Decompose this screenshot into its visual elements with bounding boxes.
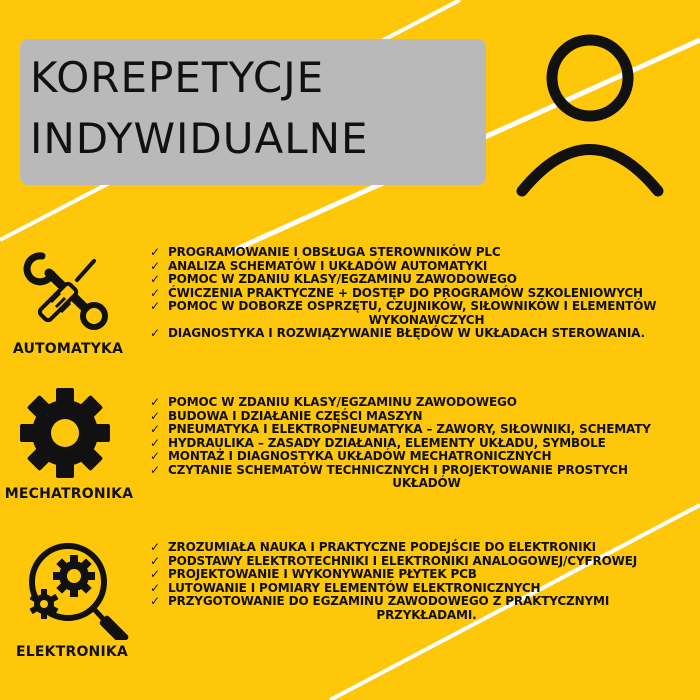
list-item: ✓ PROJEKTOWANIE I WYKONYWANIE PŁYTEK PCB — [150, 567, 477, 581]
check-icon: ✓ — [150, 594, 160, 608]
list-item: ✓ ZROZUMIAŁA NAUKA I PRAKTYCZNE PODEJŚCIE DO ELEKTRONIKI — [150, 540, 596, 554]
check-icon: ✓ — [150, 449, 160, 463]
gear-icon — [18, 386, 112, 480]
check-icon: ✓ — [150, 299, 160, 313]
check-icon: ✓ — [150, 408, 160, 423]
list-item: ✓ BUDOWA I DZIAŁANIE CZĘŚCI MASZYN — [150, 408, 423, 423]
section-label-automatyka: AUTOMATYKA — [12, 341, 124, 357]
section-label-mechatronika: MECHATRONIKA — [4, 486, 134, 502]
list-item: ✓ POMOC W ZDANIU KLASY/EGZAMINU ZAWODOWEGO — [150, 395, 517, 409]
list-item: ✓ PNEUMATYKA I ELEKTROPNEUMATYKA – ZAWORY, SIŁOWNIKI, SCHEMATY — [150, 422, 651, 436]
check-icon: ✓ — [150, 435, 160, 450]
gears-magnifier-icon — [22, 540, 132, 640]
list-item: ✓ PODSTAWY ELEKTROTECHNIKI I ELEKTRONIKI ANALOGOWEJ/CYFROWEJ — [150, 553, 638, 568]
list-item: ✓ PROGRAMOWANIE I OBSŁUGA STEROWNIKÓW PLC — [150, 245, 501, 259]
check-icon: ✓ — [150, 326, 160, 340]
list-item: ✓ POMOC W ZDANIU KLASY/EGZAMINU ZAWODOWEGO — [150, 272, 517, 286]
check-icon: ✓ — [150, 540, 160, 554]
check-icon: ✓ — [150, 462, 160, 477]
check-icon: ✓ — [150, 395, 160, 409]
check-icon: ✓ — [150, 258, 160, 273]
list-item: ✓ LUTOWANIE I POMIARY ELEMENTÓW ELEKTRONICZNYCH — [150, 580, 541, 595]
list-item: ✓ ĆWICZENIA PRAKTYCZNE + DOSTĘP DO PROGRAMÓW SZKOLENIOWYCH — [150, 285, 643, 300]
list-item: ✓ PRZYGOTOWANIE DO EGZAMINU ZAWODOWEGO Z PRAKTYCZNYMI PRZYKŁADAMI. — [150, 594, 610, 622]
section-label-elektronika: ELEKTRONIKA — [16, 644, 128, 660]
list-item: ✓ HYDRAULIKA – ZASADY DZIAŁANIA, ELEMENTY UKŁADU, SYMBOLE — [150, 435, 606, 450]
elektronika-list — [150, 541, 685, 622]
list-item: ✓ CZYTANIE SCHEMATÓW TECHNICZNYCH I PROJEKTOWANIE PROSTYCH UKŁADÓW — [150, 462, 628, 490]
wrench-screwdriver-icon — [22, 246, 114, 338]
title-line-2: INDYWIDUALNE — [30, 114, 369, 163]
check-icon: ✓ — [150, 422, 160, 436]
check-icon: ✓ — [150, 272, 160, 286]
list-item: ✓ DIAGNOSTYKA I ROZWIĄZYWANIE BŁĘDÓW W UKŁADACH STEROWANIA. — [150, 326, 645, 340]
list-item: ✓ MONTAŻ I DIAGNOSTYKA UKŁADÓW MECHATRONICZNYCH — [150, 449, 552, 463]
title-line-1: KOREPETYCJE — [30, 53, 325, 102]
person-icon — [510, 28, 670, 198]
check-icon: ✓ — [150, 285, 160, 300]
list-item: ✓ POMOC W DOBORZE OSPRZĘTU, CZUJNIKÓW, SIŁOWNIKÓW I ELEMENTÓW WYKONAWCZYCH — [150, 299, 657, 327]
mechatronika-list — [150, 396, 685, 491]
check-icon: ✓ — [150, 567, 160, 581]
list-item: ✓ ANALIZA SCHEMATÓW I UKŁADÓW AUTOMATYKI — [150, 258, 488, 273]
check-icon: ✓ — [150, 580, 160, 595]
check-icon: ✓ — [150, 245, 160, 259]
check-icon: ✓ — [150, 553, 160, 568]
automatyka-list — [150, 246, 685, 341]
